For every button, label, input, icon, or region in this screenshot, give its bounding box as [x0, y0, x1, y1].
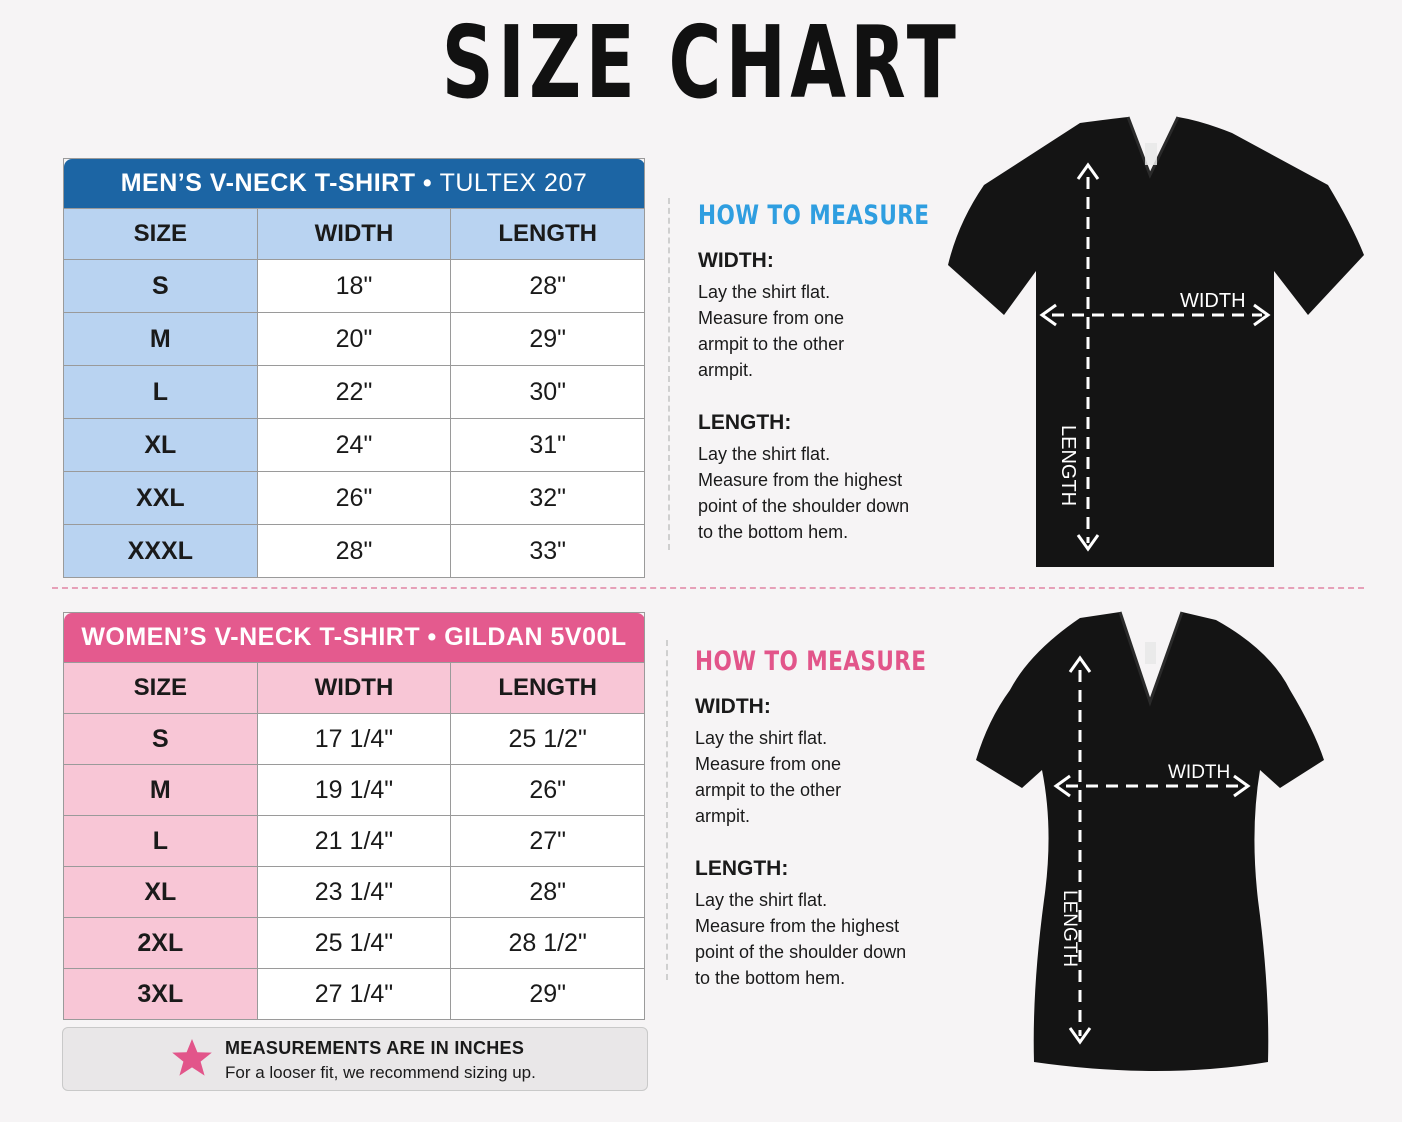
- table-row: [64, 765, 645, 816]
- size-cell: S: [64, 260, 258, 313]
- table-row: [64, 867, 645, 918]
- width-cell: 24": [257, 419, 451, 472]
- width-cell: 22": [257, 366, 451, 419]
- text-line: to the bottom hem.: [698, 522, 849, 542]
- women-header-length: LENGTH: [451, 663, 645, 714]
- men-table-caption: [64, 159, 645, 209]
- men-header-width: WIDTH: [257, 209, 451, 260]
- measurement-note: [62, 1027, 648, 1091]
- length-cell: 28 1/2": [451, 918, 645, 969]
- text-line: Measure from one: [695, 754, 842, 774]
- length-cell: 28": [451, 260, 645, 313]
- text-line: Lay the shirt flat.: [698, 282, 831, 302]
- women-width-label: WIDTH:: [695, 695, 771, 718]
- women-vertical-divider: [666, 640, 668, 980]
- table-row: [64, 525, 645, 578]
- table-row: [64, 918, 645, 969]
- width-cell: 17 1/4": [257, 714, 451, 765]
- women-length-text: [695, 887, 955, 991]
- length-cell: 28": [451, 867, 645, 918]
- women-table-caption: WOMEN’S V-NECK T-SHIRT • GILDAN 5V00L: [64, 613, 645, 663]
- text-line: to the bottom hem.: [695, 968, 846, 988]
- size-cell: S: [64, 714, 258, 765]
- text-line: Measure from the highest: [695, 916, 900, 936]
- length-cell: 26": [451, 765, 645, 816]
- table-row: [64, 969, 645, 1020]
- men-vertical-divider: [668, 198, 670, 550]
- men-header-row: [64, 209, 645, 260]
- size-cell: 2XL: [64, 918, 258, 969]
- table-row: [64, 472, 645, 525]
- men-caption-main: MEN’S V-NECK T-SHIRT •: [120, 169, 440, 197]
- text-line: Lay the shirt flat.: [698, 444, 831, 464]
- text-line: armpit.: [698, 360, 754, 380]
- size-cell: XL: [64, 419, 258, 472]
- table-row: [64, 260, 645, 313]
- men-width-label: WIDTH:: [698, 249, 774, 272]
- length-cell: 31": [451, 419, 645, 472]
- men-header-size: SIZE: [64, 209, 258, 260]
- length-cell: 30": [451, 366, 645, 419]
- women-tshirt-illustration: [970, 610, 1330, 1080]
- width-cell: 18": [257, 260, 451, 313]
- note-text: For a looser fit, we recommend sizing up.: [225, 1063, 536, 1082]
- size-cell: XXXL: [64, 525, 258, 578]
- width-cell: 20": [257, 313, 451, 366]
- size-cell: XL: [64, 867, 258, 918]
- men-length-label: LENGTH:: [698, 411, 792, 434]
- women-length-label: LENGTH:: [695, 857, 789, 880]
- men-how-heading: HOW TO MEASURE: [698, 200, 930, 231]
- section-divider: [52, 587, 1364, 589]
- length-cell: 32": [451, 472, 645, 525]
- men-size-table: [63, 158, 645, 578]
- length-cell: 29": [451, 313, 645, 366]
- women-shirt-width-label: WIDTH: [1168, 762, 1231, 783]
- width-cell: 25 1/4": [257, 918, 451, 969]
- men-tshirt-illustration: [940, 115, 1370, 575]
- text-line: point of the shoulder down: [698, 496, 910, 516]
- width-cell: 27 1/4": [257, 969, 451, 1020]
- women-header-width: WIDTH: [257, 663, 451, 714]
- size-cell: L: [64, 816, 258, 867]
- width-cell: 21 1/4": [257, 816, 451, 867]
- women-shirt-body: [976, 612, 1324, 1071]
- men-shirt-body: [948, 117, 1364, 567]
- text-line: point of the shoulder down: [695, 942, 907, 962]
- star-icon: [171, 1038, 213, 1078]
- text-line: Measure from one: [698, 308, 845, 328]
- note-headline: MEASUREMENTS ARE IN INCHES: [225, 1038, 525, 1058]
- women-shirt-length-label: LENGTH: [1059, 890, 1080, 968]
- text-line: Lay the shirt flat.: [695, 728, 828, 748]
- size-cell: XXL: [64, 472, 258, 525]
- width-cell: 26": [257, 472, 451, 525]
- table-row: [64, 816, 645, 867]
- men-shirt-length-label: LENGTH: [1057, 425, 1079, 507]
- table-row: [64, 313, 645, 366]
- text-line: Lay the shirt flat.: [695, 890, 828, 910]
- text-line: Measure from the highest: [698, 470, 903, 490]
- page-title: SIZE CHART: [441, 4, 961, 121]
- table-row: [64, 714, 645, 765]
- width-cell: 23 1/4": [257, 867, 451, 918]
- women-how-to-measure: [695, 646, 955, 991]
- men-length-text: [698, 441, 958, 545]
- women-size-table: [63, 612, 645, 1020]
- women-header-size: SIZE: [64, 663, 258, 714]
- men-shirt-width-label: WIDTH: [1180, 290, 1246, 312]
- length-cell: 25 1/2": [451, 714, 645, 765]
- length-cell: 29": [451, 969, 645, 1020]
- text-line: armpit to the other: [698, 334, 845, 354]
- size-cell: 3XL: [64, 969, 258, 1020]
- length-cell: 27": [451, 816, 645, 867]
- men-caption-brand: TULTEX 207: [439, 169, 588, 197]
- table-row: [64, 419, 645, 472]
- size-cell: L: [64, 366, 258, 419]
- table-row: [64, 366, 645, 419]
- men-header-length: LENGTH: [451, 209, 645, 260]
- men-width-text: [698, 279, 958, 383]
- text-line: armpit.: [695, 806, 751, 826]
- width-cell: 19 1/4": [257, 765, 451, 816]
- women-how-heading: HOW TO MEASURE: [695, 646, 927, 677]
- length-cell: 33": [451, 525, 645, 578]
- size-cell: M: [64, 765, 258, 816]
- men-how-to-measure: [698, 200, 958, 545]
- size-cell: M: [64, 313, 258, 366]
- women-header-row: [64, 663, 645, 714]
- text-line: armpit to the other: [695, 780, 842, 800]
- width-cell: 28": [257, 525, 451, 578]
- women-width-text: [695, 725, 955, 829]
